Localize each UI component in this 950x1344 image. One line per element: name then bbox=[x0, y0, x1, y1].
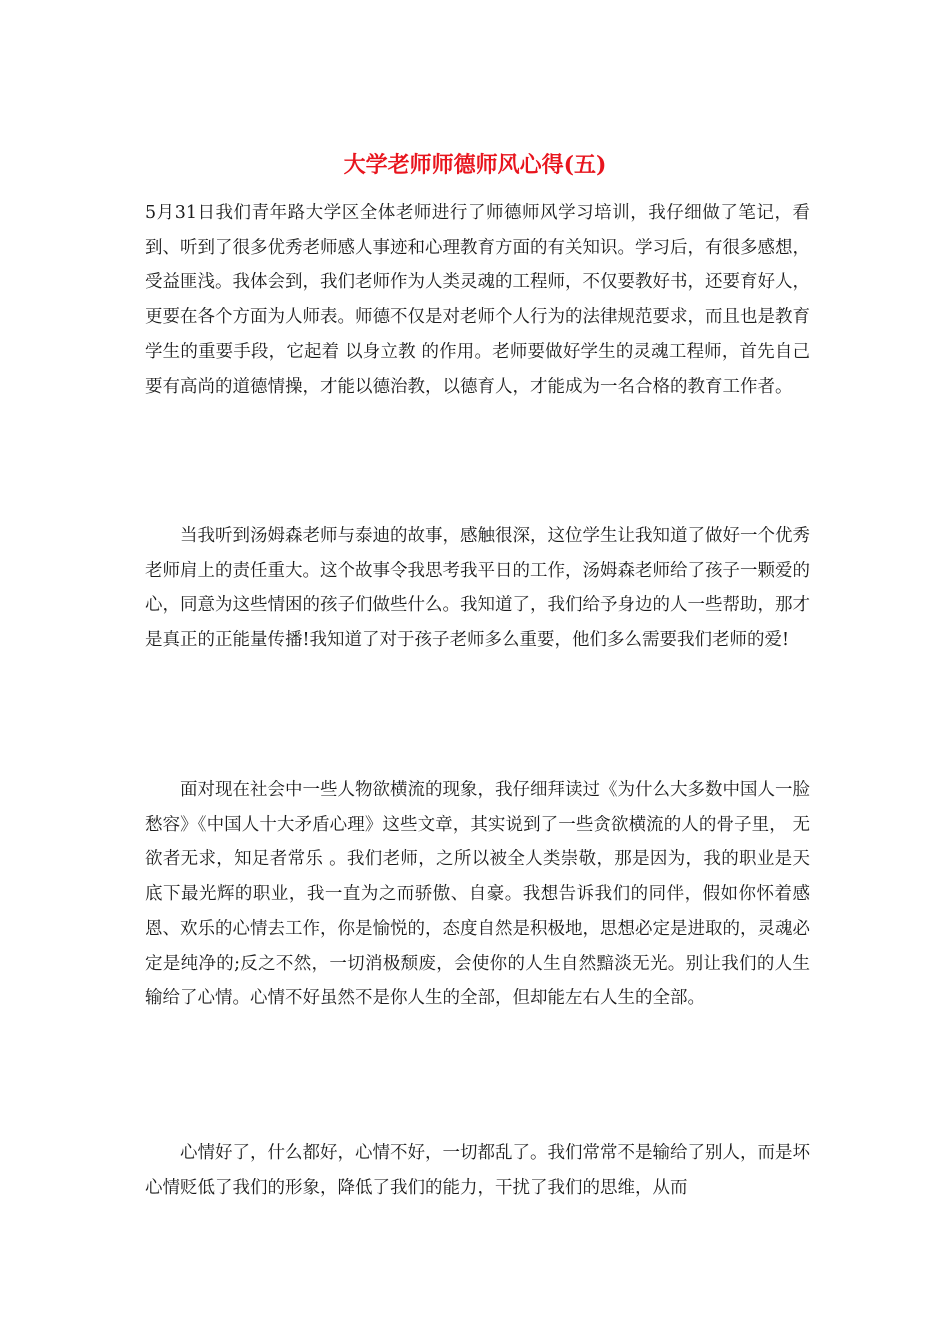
paragraph-2: 当我听到汤姆森老师与泰迪的故事，感触很深，这位学生让我知道了做好一个优秀老师肩上的责任重大。这个故事令我思考我平日的工作，汤姆森老师给了孩子一颗爱的心，同意为这些情困的孩子们做些什么。我知道了，我们给予身边的人一些帮助，那才是真正的正能量传播!我知道了对于孩子老师多么重要，他们多么需要我们老师的爱! bbox=[145, 526, 810, 651]
paragraph-3: 面对现在社会中一些人物欲横流的现象，我仔细拜读过《为什么大多数中国人一脸愁容》《中国人十大矛盾心理》这些文章，其实说到了一些贪欲横流的人的骨子里， 无欲者无求，知足者常乐 。我们老师，之所以被全人类崇敬，那是因为，我的职业是天底下最光辉的职业，我一直为之而骄傲、自豪。我想告诉我们的同伴，假如你怀着感恩、欢乐的心情去工作，你是愉悦的，态度自然是积极地，思想必定是进取的，灵魂必定是纯净的;反之不然，一切消极颓废，会使你的人生自然黯淡无光。别让我们的人生输给了心情。心情不好虽然不是你人生的全部，但却能左右人生的全部。 bbox=[145, 780, 810, 1009]
document-title: 大学老师师德师风心得(五) bbox=[343, 152, 607, 178]
paragraph-4: 心情好了，什么都好，心情不好，一切都乱了。我们常常不是输给了别人，而是坏心情贬低了我们的形象，降低了我们的能力，干扰了我们的思维，从而 bbox=[145, 1143, 810, 1198]
paragraph-1: 5月31日我们青年路大学区全体老师进行了师德师风学习培训，我仔细做了笔记，看到、听到了很多优秀老师感人事迹和心理教育方面的有关知识。学习后，有很多感想，受益匪浅。我体会到，我们老师作为人类灵魂的工程师，不仅要教好书，还要育好人，更要在各个方面为人师表。师德不仅是对老师个人行为的法律规范要求，而且也是教育学生的重要手段，它起着 以身立教 的作用。老师要做好学生的灵魂工程师，首先自己要有高尚的道德情操，才能以德治教，以德育人，才能成为一名合格的教育工作者。 bbox=[145, 203, 810, 397]
